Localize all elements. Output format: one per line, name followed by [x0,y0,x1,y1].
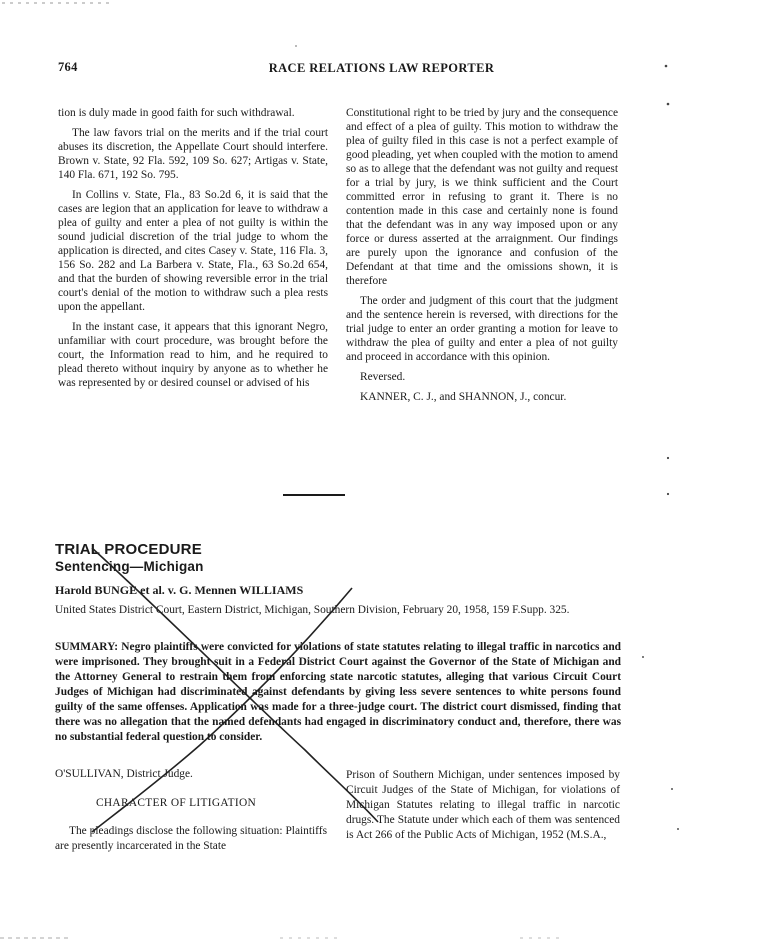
case-topic-heading: TRIAL PROCEDURE [55,541,202,558]
case-citation: United States District Court, Eastern District, Michigan, Southern Division, February 20, 1958, 159 F.Supp. 325. [55,604,570,616]
paragraph: The law favors trial on the merits and if the trial court abuses its discretion, the Appellate Court should interfere. Brown v. State, 92 Fla. 592, 109 So. 627; Artigas v. State, 140 Fla. 671, 192 So. 795. [58,127,328,181]
section-divider [283,494,345,496]
opinion-text-left: The pleadings disclose the following situation: Plaintiffs are presently incarcerated in the State [55,825,327,852]
summary-label: SUMMARY: [55,641,119,653]
right-column [346,106,618,410]
judge-line: O'SULLIVAN, District Judge. [55,768,193,780]
opinion-text-right: Prison of Southern Michigan, under sentences imposed by Circuit Judges of the State of Michigan, for violations of Michigan Statutes relating to illegal traffic in narcotic drugs. The Statute under which each of them was sentenced is Act 266 of the Public Acts of Michigan, 1952 (M.S.A., [346,769,620,841]
litigation-heading: CHARACTER OF LITIGATION [96,797,257,809]
running-head: RACE RELATIONS LAW REPORTER [268,61,495,75]
paragraph: tion is duly made in good faith for such withdrawal. [58,107,295,119]
left-column [58,106,328,396]
summary-text: Negro plaintiffs were convicted for violations of state statutes relating to illegal traffic in narcotics and were imprisoned. They brought suit in a Federal District Court against the Governor of the State of Michigan and the Attorney General to restrain them from enforcing state narcotic statutes, alleging that various Circuit Court Judges of Michigan had discriminated against defendants by giving less severe sentences to white persons found guilty of the same offenses. Application was made for a three-judge court. The district court dismissed, finding that there was no allegation that the named defendants had engaged in discriminatory conduct and, therefore, there was no substantial federal question to consider. [55,641,621,743]
paragraph: KANNER, C. J., and SHANNON, J., concur. [360,391,567,403]
paragraph: Reversed. [360,371,406,383]
paragraph: The order and judgment of this court that the judgment and the sentence herein is reversed, with directions for the trial judge to enter an order granting a motion for leave to withdraw the plea of guilty and enter a plea of not guilty and proceed in accordance with this opinion. [346,295,618,363]
case-summary [55,640,621,745]
page-number: 764 [58,60,78,74]
case-title: Harold BUNGE et al. v. G. Mennen WILLIAMS [55,583,304,597]
paragraph: In the instant case, it appears that this ignorant Negro, unfamiliar with court procedure, was brought before the court, the Information read to him, and he required to plead thereto without inquiry by anyone as to whether he was represented by or desired counsel or advised of his [58,321,328,389]
paragraph: In Collins v. State, Fla., 83 So.2d 6, it is said that the cases are legion that an application for leave to withdraw a plea of guilty and enter a plea of not guilty is within the sound judicial discretion of the trial judge to whom the application is directed, and cites Casey v. State, 116 Fla. 3, 156 So. 282 and La Barbera v. State, Fla., 63 So.2d 654, and that the burden of showing reversible error in the trial court's denial of the motion to withdraw such a plea rests upon the appellant. [58,189,328,313]
paragraph: Constitutional right to be tried by jury and the consequence and effect of a plea of guilty. This motion to withdraw the plea of guilty filed in this case is not a perfect example of good pleading, yet when coupled with the motion to amend so as to allege that the defendant was not guilty and request for a trial by jury, is we think sufficient and the Court committed error in refusing to grant it. There is no contention made in this case and certainly none is found that the defendant was in any way imposed upon or any force or duress asserted at the arraignment. Our findings are purely upon the ignorance and confusion of the Defendant at that time and the omissions shown, it is therefore [346,107,618,287]
case-topic-subheading: Sentencing—Michigan [55,559,204,574]
